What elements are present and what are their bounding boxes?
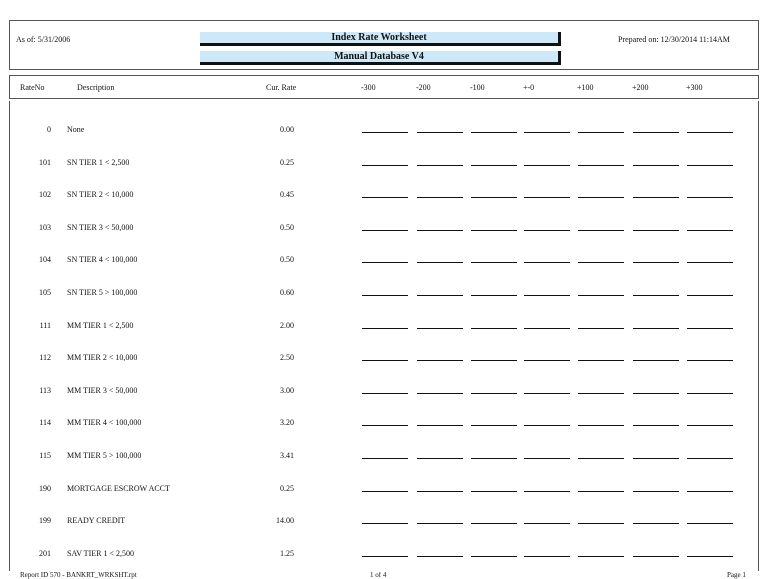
- rate-number: 113: [39, 386, 51, 395]
- rate-entry-blank: [471, 328, 517, 329]
- rate-entry-blank: [417, 556, 463, 557]
- current-rate: 0.45: [280, 190, 294, 199]
- rate-entry-blank: [524, 328, 570, 329]
- rate-entry-blank: [471, 458, 517, 459]
- rate-number: 190: [39, 484, 51, 493]
- rate-description: MM TIER 3 < 50,000: [67, 386, 138, 395]
- rate-description: SN TIER 2 < 10,000: [67, 190, 134, 199]
- rate-description: SAV TIER 1 < 2,500: [67, 549, 134, 558]
- rate-entry-blank: [417, 328, 463, 329]
- rate-description: MM TIER 1 < 2,500: [67, 321, 134, 330]
- current-rate: 0.00: [280, 125, 294, 134]
- rate-entry-blank: [471, 556, 517, 557]
- rate-entry-blank: [687, 328, 733, 329]
- rate-entry-blank: [687, 262, 733, 263]
- rate-entry-blank: [362, 393, 408, 394]
- rate-entry-blank: [417, 132, 463, 133]
- table-row: [0, 223, 768, 237]
- rate-entry-blank: [362, 165, 408, 166]
- column-header-shock: +100: [577, 83, 594, 92]
- table-row: [0, 158, 768, 172]
- rate-entry-blank: [578, 491, 624, 492]
- rate-entry-blank: [633, 328, 679, 329]
- rate-entry-blank: [471, 491, 517, 492]
- rate-description: SN TIER 3 < 50,000: [67, 223, 134, 232]
- rate-entry-blank: [578, 328, 624, 329]
- rate-number: 112: [39, 353, 51, 362]
- rate-description: MM TIER 5 > 100,000: [67, 451, 142, 460]
- table-row: [0, 418, 768, 432]
- rate-entry-blank: [687, 458, 733, 459]
- rate-number: 199: [39, 516, 51, 525]
- table-row: [0, 255, 768, 269]
- rate-entry-blank: [578, 197, 624, 198]
- rate-description: MM TIER 4 < 100,000: [67, 418, 142, 427]
- rate-number: 101: [39, 158, 51, 167]
- rate-entry-blank: [687, 556, 733, 557]
- rate-number: 105: [39, 288, 51, 297]
- current-rate: 2.50: [280, 353, 294, 362]
- rate-entry-blank: [471, 132, 517, 133]
- rate-entry-blank: [362, 425, 408, 426]
- rate-entry-blank: [633, 230, 679, 231]
- rate-entry-blank: [687, 491, 733, 492]
- rate-entry-blank: [578, 262, 624, 263]
- rate-entry-blank: [524, 132, 570, 133]
- rate-entry-blank: [362, 132, 408, 133]
- column-header-description: Description: [77, 83, 115, 92]
- rate-entry-blank: [524, 393, 570, 394]
- table-row: [0, 451, 768, 465]
- rate-entry-blank: [362, 458, 408, 459]
- as-of-date: As of: 5/31/2006: [16, 35, 71, 44]
- rate-entry-blank: [687, 132, 733, 133]
- rate-number: 114: [39, 418, 51, 427]
- rate-entry-blank: [687, 197, 733, 198]
- rate-entry-blank: [471, 230, 517, 231]
- footer-page-number: Page 1: [727, 572, 746, 579]
- rate-entry-blank: [578, 360, 624, 361]
- table-row: [0, 125, 768, 139]
- column-header-shock: -300: [361, 83, 376, 92]
- table-row: [0, 321, 768, 335]
- rate-entry-blank: [362, 295, 408, 296]
- report-footer: [0, 572, 768, 579]
- rate-entry-blank: [633, 458, 679, 459]
- rate-entry-blank: [578, 393, 624, 394]
- rate-entry-blank: [524, 165, 570, 166]
- current-rate: 0.25: [280, 484, 294, 493]
- rate-entry-blank: [471, 393, 517, 394]
- rate-number: 115: [39, 451, 51, 460]
- current-rate: 3.41: [280, 451, 294, 460]
- rate-entry-blank: [417, 393, 463, 394]
- rate-entry-blank: [524, 425, 570, 426]
- rate-entry-blank: [417, 295, 463, 296]
- column-header-shock: +-0: [523, 83, 535, 92]
- rate-entry-blank: [578, 556, 624, 557]
- rate-entry-blank: [578, 165, 624, 166]
- rate-entry-blank: [471, 262, 517, 263]
- rate-entry-blank: [417, 523, 463, 524]
- rate-entry-blank: [633, 197, 679, 198]
- rate-entry-blank: [578, 523, 624, 524]
- table-row: [0, 386, 768, 400]
- rate-entry-blank: [471, 295, 517, 296]
- rate-entry-blank: [633, 132, 679, 133]
- table-row: [0, 353, 768, 367]
- report-subtitle: Manual Database V4: [200, 51, 561, 65]
- table-row: [0, 288, 768, 302]
- table-row: [0, 190, 768, 204]
- prepared-on: Prepared on: 12/30/2014 11:14AM: [618, 35, 730, 44]
- table-row: [0, 484, 768, 498]
- rate-entry-blank: [362, 360, 408, 361]
- report-title: Index Rate Worksheet: [200, 32, 561, 46]
- rate-description: READY CREDIT: [67, 516, 126, 525]
- rate-entry-blank: [362, 262, 408, 263]
- current-rate: 14.00: [276, 516, 294, 525]
- rate-entry-blank: [524, 360, 570, 361]
- rate-entry-blank: [633, 556, 679, 557]
- rate-description: MORTGAGE ESCROW ACCT: [67, 484, 170, 493]
- rate-entry-blank: [362, 328, 408, 329]
- current-rate: 0.60: [280, 288, 294, 297]
- rate-entry-blank: [524, 458, 570, 459]
- rate-entry-blank: [633, 165, 679, 166]
- current-rate: 3.00: [280, 386, 294, 395]
- rate-entry-blank: [687, 295, 733, 296]
- current-rate: 0.25: [280, 158, 294, 167]
- footer-page-of: 1 of 4: [370, 572, 387, 579]
- rate-entry-blank: [417, 360, 463, 361]
- rate-number: 0: [47, 125, 51, 134]
- rate-entry-blank: [362, 556, 408, 557]
- rate-entry-blank: [687, 425, 733, 426]
- current-rate: 3.20: [280, 418, 294, 427]
- rate-entry-blank: [524, 523, 570, 524]
- table-row: [0, 549, 768, 563]
- table-row: [0, 516, 768, 530]
- rate-description: SN TIER 5 > 100,000: [67, 288, 138, 297]
- rate-entry-blank: [687, 393, 733, 394]
- rate-entry-blank: [578, 425, 624, 426]
- rate-entry-blank: [633, 360, 679, 361]
- rate-entry-blank: [687, 523, 733, 524]
- rate-entry-blank: [578, 230, 624, 231]
- rate-entry-blank: [417, 165, 463, 166]
- rate-entry-blank: [524, 556, 570, 557]
- rate-entry-blank: [524, 230, 570, 231]
- current-rate: 2.00: [280, 321, 294, 330]
- column-header-shock: +200: [632, 83, 649, 92]
- rate-entry-blank: [417, 262, 463, 263]
- rate-entry-blank: [633, 491, 679, 492]
- rate-entry-blank: [524, 491, 570, 492]
- rate-number: 104: [39, 255, 51, 264]
- rate-entry-blank: [417, 491, 463, 492]
- rate-entry-blank: [471, 425, 517, 426]
- rate-entry-blank: [687, 360, 733, 361]
- rate-entry-blank: [578, 132, 624, 133]
- column-header-shock: -200: [416, 83, 431, 92]
- rate-description: SN TIER 1 < 2,500: [67, 158, 130, 167]
- rate-entry-blank: [578, 295, 624, 296]
- rate-entry-blank: [524, 295, 570, 296]
- rate-entry-blank: [687, 230, 733, 231]
- rate-entry-blank: [471, 165, 517, 166]
- rate-description: None: [67, 125, 85, 134]
- current-rate: 0.50: [280, 255, 294, 264]
- rate-entry-blank: [633, 295, 679, 296]
- rate-entry-blank: [633, 393, 679, 394]
- rate-entry-blank: [417, 197, 463, 198]
- rate-number: 111: [39, 321, 51, 330]
- rate-entry-blank: [578, 458, 624, 459]
- footer-report-id: Report ID 570 - BANKRT_WRKSHT.rpt: [20, 572, 137, 579]
- current-rate: 1.25: [280, 549, 294, 558]
- rate-entry-blank: [362, 197, 408, 198]
- rate-description: SN TIER 4 < 100,000: [67, 255, 138, 264]
- rate-entry-blank: [362, 491, 408, 492]
- rate-entry-blank: [417, 230, 463, 231]
- rate-entry-blank: [417, 425, 463, 426]
- rate-number: 103: [39, 223, 51, 232]
- rate-entry-blank: [687, 165, 733, 166]
- column-header-rateno: RateNo: [20, 83, 45, 92]
- rate-entry-blank: [633, 425, 679, 426]
- rate-entry-blank: [471, 197, 517, 198]
- column-header-shock: -100: [470, 83, 485, 92]
- rate-entry-blank: [633, 262, 679, 263]
- rate-entry-blank: [471, 523, 517, 524]
- rate-entry-blank: [524, 197, 570, 198]
- rate-entry-blank: [362, 523, 408, 524]
- rate-number: 102: [39, 190, 51, 199]
- rate-entry-blank: [524, 262, 570, 263]
- rate-entry-blank: [417, 458, 463, 459]
- current-rate: 0.50: [280, 223, 294, 232]
- column-header-shock: +300: [686, 83, 703, 92]
- rate-entry-blank: [633, 523, 679, 524]
- rate-number: 201: [39, 549, 51, 558]
- column-header-cur-rate: Cur. Rate: [266, 83, 297, 92]
- rate-entry-blank: [362, 230, 408, 231]
- rate-description: MM TIER 2 < 10,000: [67, 353, 138, 362]
- rate-entry-blank: [471, 360, 517, 361]
